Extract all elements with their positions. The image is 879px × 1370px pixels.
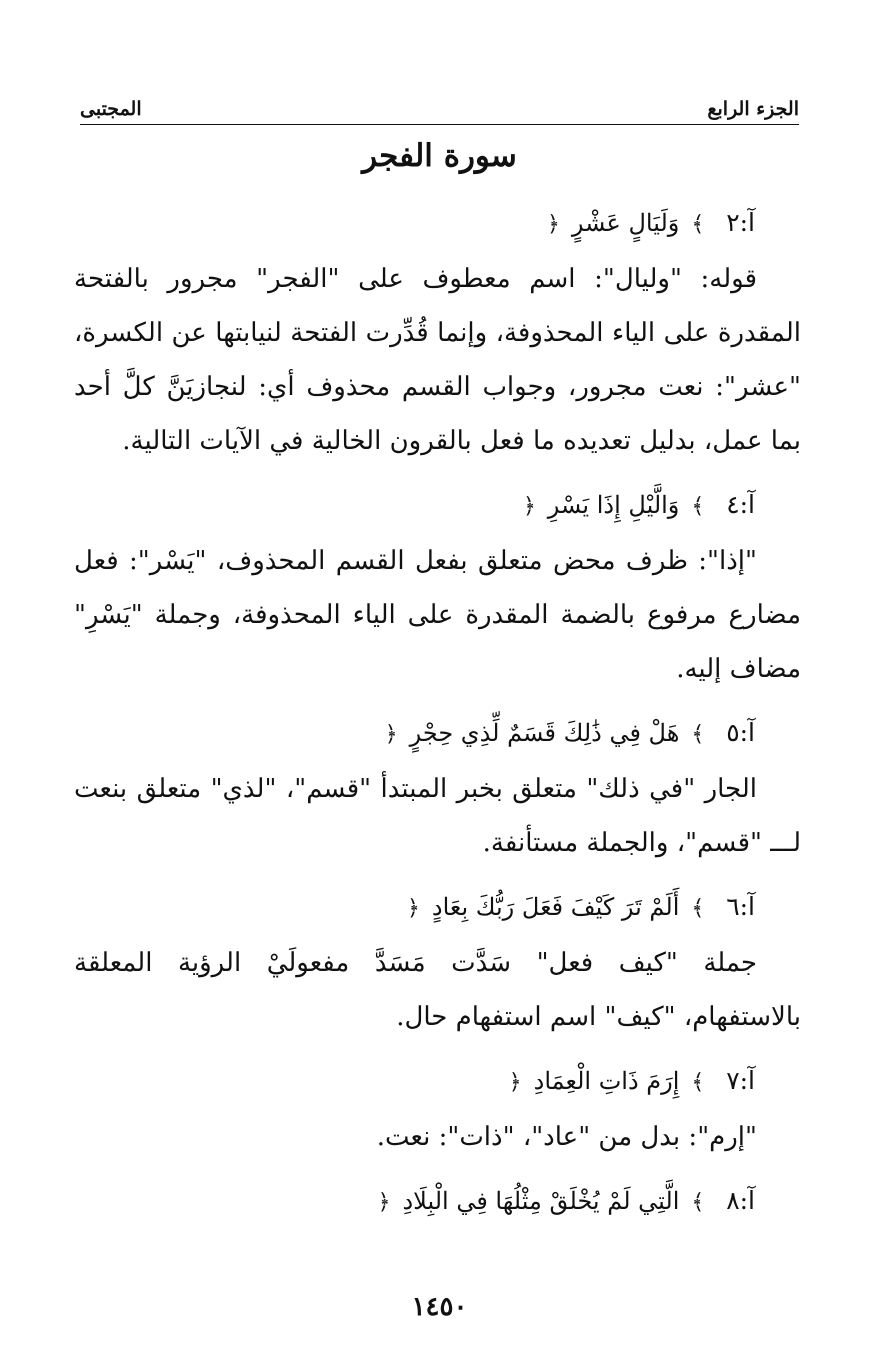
commentary-paragraph: الجار "في ذلك" متعلق بخبر المبتدأ "قسم"، "لذي" متعلق بنعت لـــ "قسم"، والجملة مستأنفة. — [74, 774, 801, 858]
ornate-bracket-open-icon: ﴾ — [691, 722, 705, 747]
ornate-bracket-close-icon: ﴿ — [522, 494, 536, 519]
verse-ref: آ:٨ — [726, 1186, 755, 1215]
commentary-paragraph: جملة "كيف فعل" سَدَّت مَسَدَّ مفعولَيْ الرؤية المعلقة بالاستفهام، "كيف" اسم استفهام حال. — [74, 948, 801, 1032]
verse-ref: آ:٧ — [726, 1066, 755, 1095]
verse-line — [74, 478, 801, 534]
verse-ref: آ:٥ — [726, 718, 755, 747]
ornate-bracket-open-icon: ﴾ — [691, 494, 705, 519]
verse-text: الَّتِي لَمْ يُخْلَقْ مِثْلُهَا فِي الْبِلَادِ — [402, 1187, 680, 1215]
ornate-bracket-open-icon: ﴾ — [691, 896, 705, 921]
ornate-bracket-open-icon: ﴾ — [691, 212, 705, 237]
verse-line — [74, 1174, 801, 1230]
verse-text: وَلَيَالٍ عَشْرٍ — [571, 209, 680, 237]
verse-text: هَلْ فِي ذَٰلِكَ قَسَمٌ لِّذِي حِجْرٍ — [409, 719, 680, 747]
page-body — [74, 196, 801, 1230]
verse-text: أَلَمْ تَرَ كَيْفَ فَعَلَ رَبُّكَ بِعَادٍ — [431, 893, 680, 921]
page-number: ١٤٥٠ — [411, 1292, 468, 1322]
commentary-paragraph: قوله: "وليال": اسم معطوف على "الفجر" مجرور بالفتحة المقدرة على الياء المحذوفة، وإنما قُدِّرت الفتحة لنيابتها عن الكسرة، "عشر": نعت مجرور، وجواب القسم محذوف أي: لنجازيَنَّ كلَّ أحد بما عمل، بدليل تعديده ما فعل بالقرون الخالية في الآيات التالية. — [74, 264, 801, 456]
ornate-bracket-close-icon: ﴿ — [407, 896, 420, 921]
header-book-title: المجتبى — [80, 98, 142, 120]
verse-text: وَالَّيْلِ إِذَا يَسْرِ — [547, 491, 680, 519]
verse-line — [74, 196, 801, 252]
verse-ref: آ:٤ — [726, 490, 755, 519]
commentary-paragraph: "إذا": ظرف محض متعلق بفعل القسم المحذوف، "يَسْر": فعل مضارع مرفوع بالضمة المقدرة على الياء المحذوفة، وجملة "يَسْرِ" مضاف إليه. — [74, 546, 801, 684]
verse-line — [74, 1054, 801, 1110]
running-header — [80, 92, 799, 125]
commentary-paragraph: "إرم": بدل من "عاد"، "ذات": نعت. — [376, 1122, 757, 1152]
surah-title: سورة الفجر — [362, 138, 517, 174]
ornate-bracket-open-icon: ﴾ — [691, 1190, 705, 1215]
ornate-bracket-close-icon: ﴿ — [377, 1190, 391, 1215]
verse-line — [74, 706, 801, 762]
verse-line — [74, 880, 801, 936]
verse-text: إِرَمَ ذَاتِ الْعِمَادِ — [533, 1067, 680, 1095]
ornate-bracket-close-icon: ﴿ — [547, 212, 560, 237]
ornate-bracket-open-icon: ﴾ — [691, 1070, 705, 1095]
header-volume: الجزء الرابع — [707, 98, 799, 120]
verse-ref: آ:٦ — [726, 892, 755, 921]
ornate-bracket-close-icon: ﴿ — [508, 1070, 522, 1095]
verse-ref: آ:٢ — [726, 208, 755, 237]
ornate-bracket-close-icon: ﴿ — [384, 722, 398, 747]
